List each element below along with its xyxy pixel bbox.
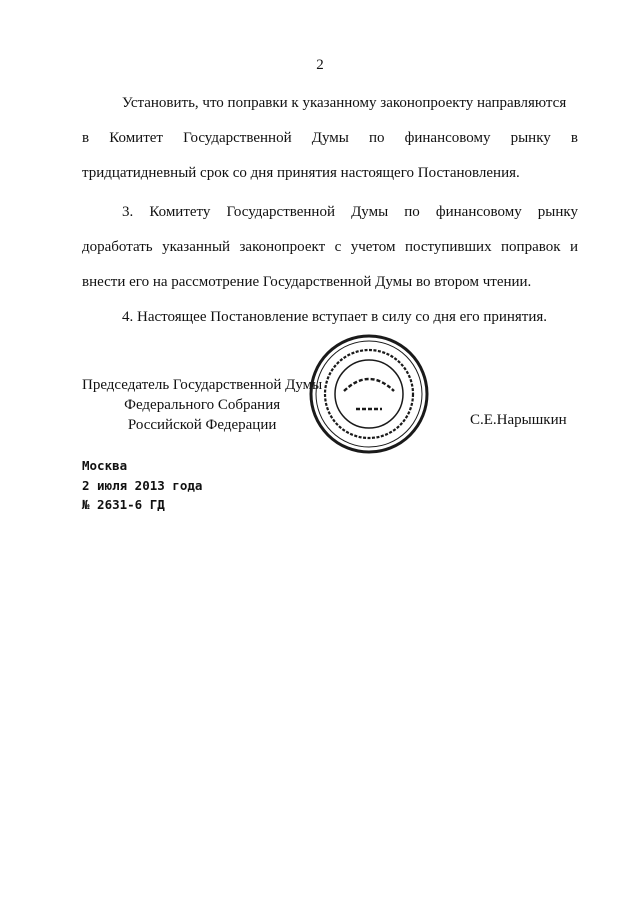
- signatory-name: С.Е.Нарышкин: [470, 412, 567, 428]
- issue-date: 2 июля 2013 года: [82, 478, 203, 493]
- paragraph-line: 4. Настоящее Постановление вступает в силу со дня его принятия.: [122, 309, 548, 325]
- paragraph-amendments: [82, 86, 578, 191]
- document-number: № 2631-6 ГД: [82, 497, 165, 512]
- signatory-title: [82, 375, 322, 435]
- paragraph-line: в Комитет Государственной Думы по финансовому рынку в: [82, 130, 578, 146]
- issue-city: Москва: [82, 458, 128, 473]
- signatory-title-line: Федерального Собрания: [124, 397, 281, 413]
- paragraph-line: внести его на рассмотрение Государственной Думы во втором чтении.: [82, 274, 532, 290]
- paragraph-line: Установить, что поправки к указанному законопроекту направляются: [122, 95, 567, 111]
- signatory-title-line: Председатель Государственной Думы: [82, 377, 323, 393]
- page-number: 2: [316, 57, 324, 73]
- paragraph-line: доработать указанный законопроект с учетом поступивших поправок и: [82, 239, 578, 255]
- signatory-title-line: Российской Федерации: [127, 417, 277, 433]
- paragraph-committee: [82, 195, 578, 300]
- paragraph-effective: [82, 300, 578, 335]
- paragraph-line: 3. Комитету Государственной Думы по финансовому рынку: [122, 204, 578, 220]
- official-seal-stamp: [308, 333, 430, 455]
- paragraph-line: тридцатидневный срок со дня принятия настоящего Постановления.: [82, 165, 520, 181]
